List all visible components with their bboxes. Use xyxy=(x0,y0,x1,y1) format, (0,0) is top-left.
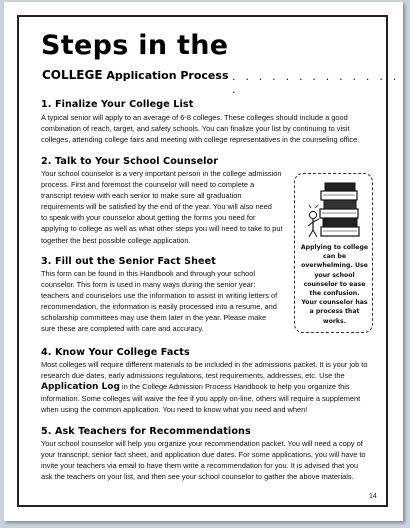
section-2-line: Your school counselor is a very important person in the college admission xyxy=(41,169,282,178)
sidebar-caption xyxy=(297,243,372,326)
caption-line: can be xyxy=(322,253,347,261)
caption-line: the confusion. xyxy=(309,290,360,298)
section-4-body xyxy=(41,359,381,415)
page-number: 14 xyxy=(369,493,377,500)
caption-line: a process that xyxy=(309,308,360,316)
section-4-line xyxy=(41,381,381,393)
page-title: Steps in the xyxy=(41,30,229,61)
section-2-line: transcript review with each senior to make sure all graduation xyxy=(41,191,242,201)
section-2-heading: 2. Talk to Your School Counselor xyxy=(41,156,219,167)
section-3-line: counselor. This form is used in many ways during the senior year: xyxy=(41,280,256,290)
section-4-line: information. Some colleges will waive the fee if you apply on-line, others will require a supplement xyxy=(41,394,361,404)
section-4-line: when using the common application. You need to know what you need and when! xyxy=(41,405,308,415)
section-2-body xyxy=(41,168,291,246)
section-1-line: combination of reach, target, and safety schools. You can finalize your list by continuing to visit xyxy=(41,124,350,134)
section-3-line: scholarship committees may use them later in the year. Please make xyxy=(41,313,267,323)
section-2-line: requirements will be satisfied by the end of the year. You will also need xyxy=(41,202,272,212)
section-1-line: colleges, attending college fairs and meeting with college representatives in the counseling office. xyxy=(41,135,360,145)
section-2-line: together the best possible college application. xyxy=(41,235,191,245)
application-log-term: Application Log xyxy=(41,382,120,393)
section-5-line: your transcript, senior fact sheet, and application due dates. For some applications, you will have to xyxy=(41,450,366,460)
page-subtitle xyxy=(42,68,229,82)
section-1-body xyxy=(41,112,381,145)
sidebar-callout xyxy=(294,173,373,333)
subtitle-caps: COLLEGE xyxy=(42,68,103,82)
section-5-line: ask the teachers on your list, and then see your school counselor to gather the above materials. xyxy=(41,472,354,482)
subtitle-dots: . . . . . . . . . . . . . . xyxy=(232,70,400,96)
section-2-line: process. First and foremost the counselor will need to complete a xyxy=(41,180,255,190)
section-3-heading: 3. Fill out the Senior Fact Sheet xyxy=(41,256,216,267)
section-3-line: This form can be found in this Handbook and through your school xyxy=(41,269,256,278)
caption-line: works. xyxy=(322,317,347,325)
section-5-heading: 5. Ask Teachers for Recommendations xyxy=(41,426,251,437)
section-4-line: research due dates, early admissions regulations, test requirements, addresses, etc. Use the xyxy=(41,371,345,381)
caption-line: Applying to college xyxy=(300,244,369,251)
caption-line: overwhelming. Use xyxy=(301,262,368,270)
section-3-line: recommendation, the information is easily processed into a resume, and xyxy=(41,302,277,312)
section-5-line: invite your teachers via email to have them write a recommendation for you. It is advised that you xyxy=(41,461,359,471)
section-3-line: sure these are completed with care and accuracy. xyxy=(41,324,204,334)
document-page xyxy=(4,2,403,521)
section-4-heading: 4. Know Your College Facts xyxy=(41,347,190,358)
section-1-heading: 1. Finalize Your College List xyxy=(41,99,194,110)
section-2-line: to speak with your counselor about getting the forms you need for xyxy=(41,213,256,223)
caption-line: your school xyxy=(314,271,355,279)
section-1-line: A typical senior will apply to an average of 6-8 colleges. These colleges should include a good xyxy=(41,113,348,122)
subtitle-rest: Application Process xyxy=(102,69,229,82)
section-3-body xyxy=(41,268,291,335)
section-4-line: Most colleges will require different materials to be included in the admissions packet. It is your job to xyxy=(41,360,368,369)
books-and-student-icon xyxy=(307,179,363,241)
section-3-line: teachers and counselors use the information to assist in writing letters of xyxy=(41,291,278,301)
section-5-body xyxy=(41,438,381,482)
caption-line: counselor to ease xyxy=(303,280,366,288)
section-2-line: applying to college as well as what other steps you will need to take to put xyxy=(41,224,283,234)
section-4-line-rest: in the College Admission Process Handbook to help you organize this xyxy=(121,382,350,392)
caption-line: Your counselor has xyxy=(301,299,368,307)
section-5-line: Your school counselor will help you organize your recommendation packet. You will need a copy of xyxy=(41,439,363,448)
